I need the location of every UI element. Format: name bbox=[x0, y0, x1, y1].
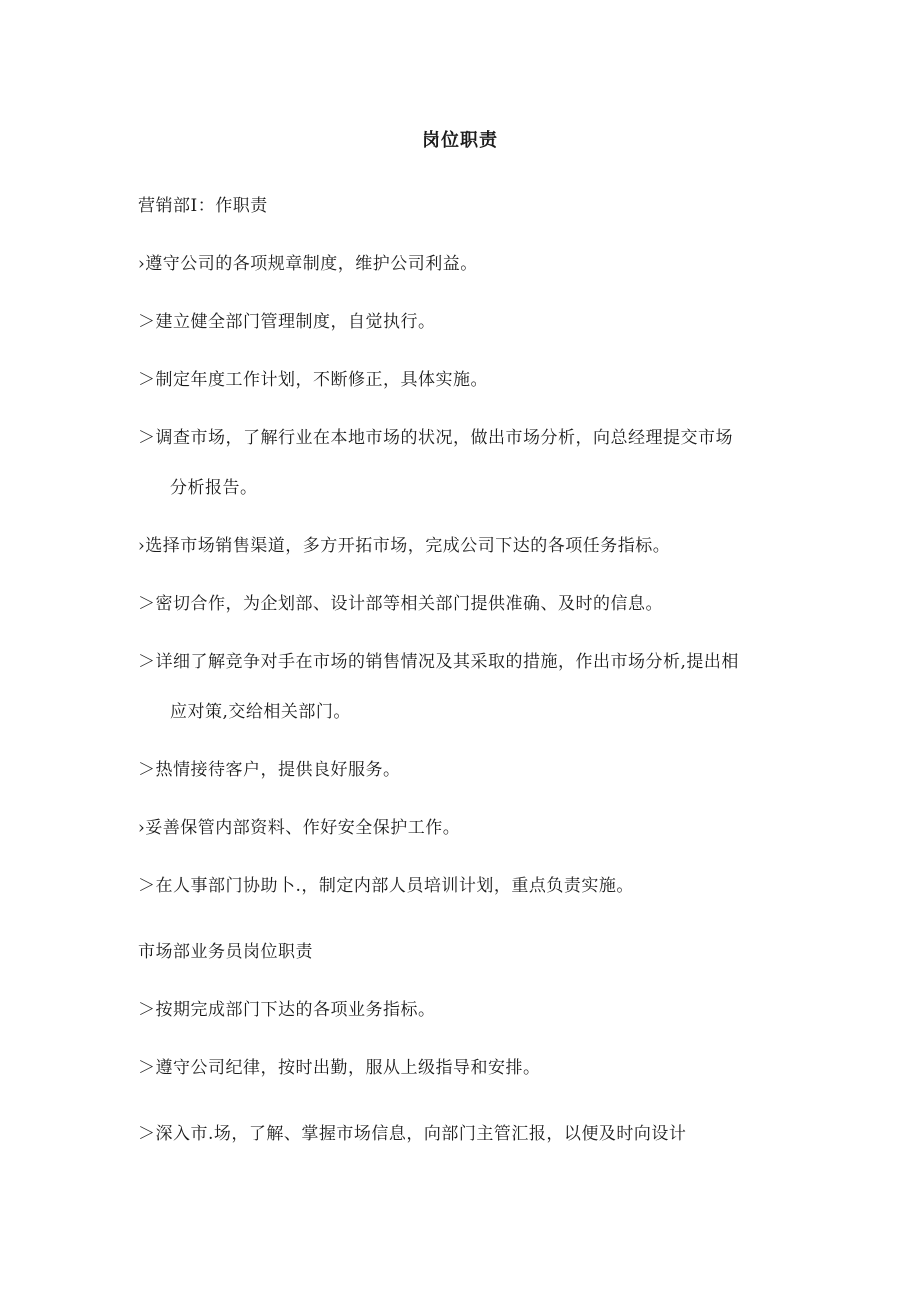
duty-item: ＞制定年度工作计划，不断修正，具体实施。 bbox=[138, 370, 488, 390]
duty-item: ＞深入市.场，了解、掌握市场信息，向部门主管汇报，以便及时向设计 bbox=[138, 1124, 687, 1144]
duty-item: ＞热情接待客户，提供良好服务。 bbox=[138, 760, 401, 780]
section-heading-sales: 市场部业务员岗位职责 bbox=[138, 942, 313, 962]
duty-item: ＞详细了解竞争对手在市场的销售情况及其采取的措施，作出市场分析,提出相 bbox=[138, 652, 739, 672]
duty-item: ＞在人事部门协助卜.，制定内部人员培训计划，重点负责实施。 bbox=[138, 876, 634, 896]
duty-item: ＞建立健全部门管理制度，自觉执行。 bbox=[138, 312, 436, 332]
duty-item: ＞遵守公司纪律，按时出勤，服从上级指导和安排。 bbox=[138, 1058, 541, 1078]
duty-item: ›妥善保管内部资料、作好安全保护工作。 bbox=[138, 818, 461, 838]
duty-item: ＞按期完成部门下达的各项业务指标。 bbox=[138, 1000, 436, 1020]
duty-item: ›选择市场销售渠道，多方开拓市场，完成公司下达的各项任务指标。 bbox=[138, 536, 671, 556]
section-heading-marketing: 营销部I：作职责 bbox=[138, 196, 268, 216]
duty-item: ›遵守公司的各项规章制度，维护公司利益。 bbox=[138, 254, 478, 274]
duty-item: ＞调查市场，了解行业在本地市场的状况，做出市场分析，向总经理提交市场 bbox=[138, 428, 733, 448]
duty-item-continuation: 分析报告。 bbox=[170, 478, 258, 498]
duty-item-continuation: 应对策,交给相关部门。 bbox=[170, 702, 351, 722]
page-title: 岗位职责 bbox=[422, 130, 498, 151]
duty-item: ＞密切合作，为企划部、设计部等相关部门提供准确、及时的信息。 bbox=[138, 594, 663, 614]
